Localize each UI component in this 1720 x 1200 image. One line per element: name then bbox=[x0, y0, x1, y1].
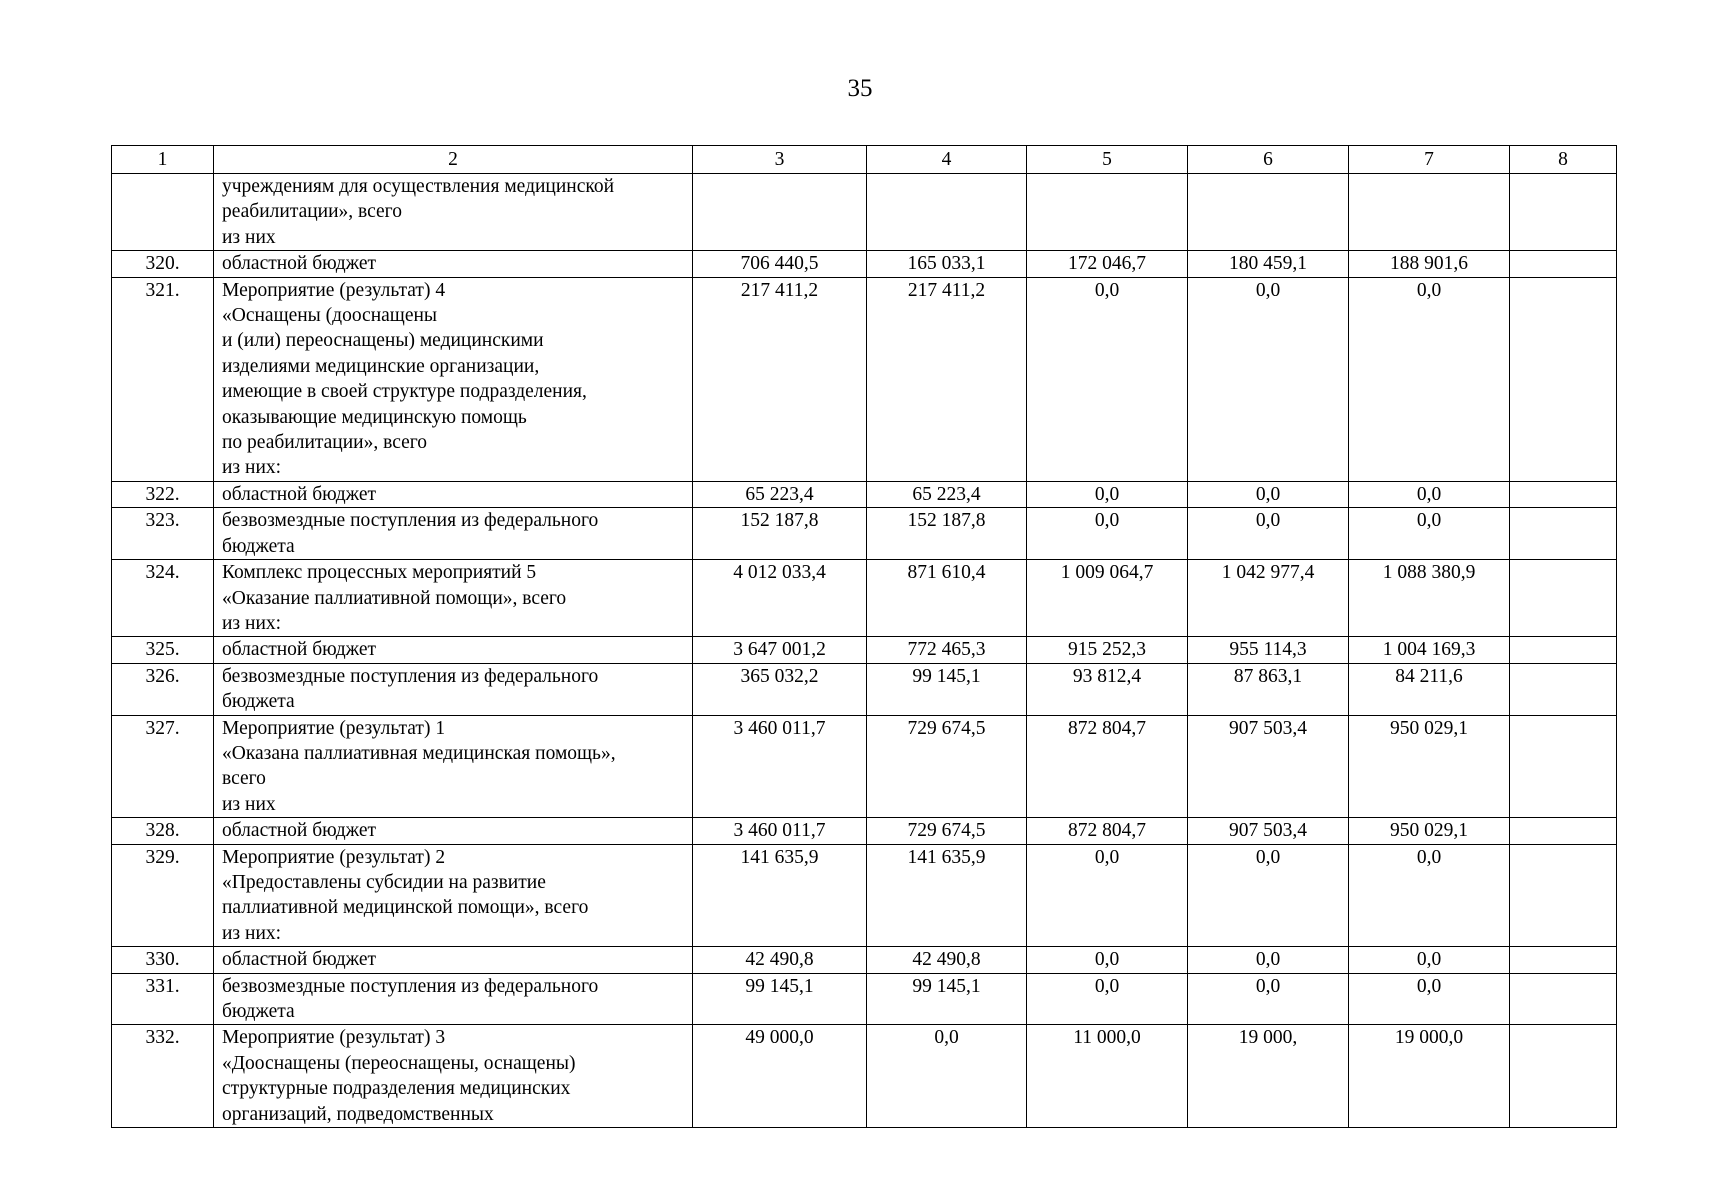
row-number: 321. bbox=[112, 277, 214, 481]
row-name-line: оказывающие медицинскую помощь bbox=[222, 406, 527, 428]
value-col-5: 0,0 bbox=[1027, 481, 1188, 507]
value-col-5: 172 046,7 bbox=[1027, 251, 1188, 277]
row-name-line: из них: bbox=[222, 612, 282, 634]
row-name-line: областной бюджет bbox=[222, 253, 377, 275]
value-col-7: 0,0 bbox=[1349, 947, 1510, 973]
value-col-3: 3 460 011,7 bbox=[693, 818, 867, 844]
row-name-line: бюджета bbox=[222, 691, 295, 713]
row-name-line: безвозмездные поступления из федерального bbox=[222, 975, 599, 997]
value-col-6: 19 000, bbox=[1188, 1025, 1349, 1128]
value-col-4: 871 610,4 bbox=[867, 560, 1027, 637]
value-col-4: 42 490,8 bbox=[867, 947, 1027, 973]
row-name-line: бюджета bbox=[222, 1001, 295, 1022]
value-col-6: 0,0 bbox=[1188, 973, 1349, 1025]
row-name-line: имеющие в своей структуре подразделения, bbox=[222, 381, 587, 403]
value-col-6: 955 114,3 bbox=[1188, 637, 1349, 663]
value-col-3 bbox=[693, 174, 867, 251]
table-body bbox=[112, 174, 1617, 1128]
column-header-3: 3 bbox=[693, 146, 867, 174]
row-name-line: из них: bbox=[222, 457, 282, 479]
column-header-4: 4 bbox=[867, 146, 1027, 174]
table-row bbox=[112, 637, 1617, 663]
table-row bbox=[112, 844, 1617, 947]
row-name-line: Мероприятие (результат) 4 bbox=[222, 279, 446, 301]
row-number: 328. bbox=[112, 818, 214, 844]
table-row bbox=[112, 947, 1617, 973]
row-name-line: бюджета bbox=[222, 535, 295, 557]
value-col-4: 141 635,9 bbox=[867, 844, 1027, 947]
row-name bbox=[214, 1025, 693, 1128]
value-col-6: 87 863,1 bbox=[1188, 663, 1349, 715]
row-name-line: по реабилитации», всего bbox=[222, 432, 428, 454]
value-col-3: 4 012 033,4 bbox=[693, 560, 867, 637]
value-col-7: 188 901,6 bbox=[1349, 251, 1510, 277]
table-header-row bbox=[112, 146, 1617, 174]
row-name bbox=[214, 663, 693, 715]
value-col-4: 729 674,5 bbox=[867, 715, 1027, 818]
value-col-6: 0,0 bbox=[1188, 481, 1349, 507]
value-col-7: 1 088 380,9 bbox=[1349, 560, 1510, 637]
value-col-5: 872 804,7 bbox=[1027, 715, 1188, 818]
row-number: 323. bbox=[112, 508, 214, 560]
value-col-8 bbox=[1510, 251, 1617, 277]
table-row bbox=[112, 560, 1617, 637]
row-name bbox=[214, 973, 693, 1025]
table-row bbox=[112, 508, 1617, 560]
value-col-5: 0,0 bbox=[1027, 973, 1188, 1025]
row-name-line: «Оказана паллиативная медицинская помощь», bbox=[222, 742, 616, 764]
row-name bbox=[214, 637, 693, 663]
row-name-line: «Дооснащены (переоснащены, оснащены) bbox=[222, 1052, 576, 1074]
value-col-6 bbox=[1188, 174, 1349, 251]
table-row bbox=[112, 663, 1617, 715]
row-name-line: областной бюджет bbox=[222, 820, 377, 842]
row-number: 326. bbox=[112, 663, 214, 715]
value-col-5: 0,0 bbox=[1027, 844, 1188, 947]
value-col-3: 65 223,4 bbox=[693, 481, 867, 507]
value-col-4: 729 674,5 bbox=[867, 818, 1027, 844]
row-name bbox=[214, 844, 693, 947]
value-col-8 bbox=[1510, 947, 1617, 973]
value-col-6: 0,0 bbox=[1188, 277, 1349, 481]
row-name-line: структурные подразделения медицинских bbox=[222, 1078, 571, 1100]
row-number: 330. bbox=[112, 947, 214, 973]
table-row bbox=[112, 818, 1617, 844]
value-col-3: 42 490,8 bbox=[693, 947, 867, 973]
page-number: 35 bbox=[847, 75, 873, 102]
table-row bbox=[112, 973, 1617, 1025]
value-col-3: 217 411,2 bbox=[693, 277, 867, 481]
row-name-line: «Оснащены (дооснащены bbox=[222, 305, 438, 327]
budget-table bbox=[111, 145, 1617, 1128]
value-col-7: 0,0 bbox=[1349, 844, 1510, 947]
column-header-2: 2 bbox=[214, 146, 693, 174]
row-name-line: из них bbox=[222, 226, 276, 248]
value-col-7: 0,0 bbox=[1349, 277, 1510, 481]
value-col-7: 0,0 bbox=[1349, 973, 1510, 1025]
value-col-5: 1 009 064,7 bbox=[1027, 560, 1188, 637]
value-col-8 bbox=[1510, 174, 1617, 251]
value-col-4: 0,0 bbox=[867, 1025, 1027, 1128]
value-col-5 bbox=[1027, 174, 1188, 251]
table-row bbox=[112, 277, 1617, 481]
value-col-7: 0,0 bbox=[1349, 481, 1510, 507]
value-col-8 bbox=[1510, 277, 1617, 481]
value-col-4: 99 145,1 bbox=[867, 663, 1027, 715]
value-col-6: 0,0 bbox=[1188, 947, 1349, 973]
value-col-7: 0,0 bbox=[1349, 508, 1510, 560]
row-name-line: Мероприятие (результат) 3 bbox=[222, 1027, 446, 1049]
row-name-line: из них: bbox=[222, 922, 282, 944]
table-row bbox=[112, 251, 1617, 277]
row-number: 332. bbox=[112, 1025, 214, 1128]
row-name-line: Мероприятие (результат) 2 bbox=[222, 846, 446, 868]
row-number: 329. bbox=[112, 844, 214, 947]
row-name bbox=[214, 818, 693, 844]
row-number: 327. bbox=[112, 715, 214, 818]
value-col-3: 49 000,0 bbox=[693, 1025, 867, 1128]
value-col-3: 3 460 011,7 bbox=[693, 715, 867, 818]
row-name-line: изделиями медицинские организации, bbox=[222, 355, 540, 377]
value-col-5: 93 812,4 bbox=[1027, 663, 1188, 715]
row-name-line: безвозмездные поступления из федерального bbox=[222, 665, 599, 687]
value-col-7: 950 029,1 bbox=[1349, 818, 1510, 844]
value-col-3: 152 187,8 bbox=[693, 508, 867, 560]
value-col-5: 872 804,7 bbox=[1027, 818, 1188, 844]
value-col-3: 706 440,5 bbox=[693, 251, 867, 277]
value-col-8 bbox=[1510, 508, 1617, 560]
row-name-line: из них bbox=[222, 793, 276, 815]
value-col-8 bbox=[1510, 818, 1617, 844]
row-number: 322. bbox=[112, 481, 214, 507]
value-col-5: 0,0 bbox=[1027, 508, 1188, 560]
value-col-6: 907 503,4 bbox=[1188, 818, 1349, 844]
row-name-line: Мероприятие (результат) 1 bbox=[222, 717, 446, 739]
value-col-3: 99 145,1 bbox=[693, 973, 867, 1025]
value-col-4 bbox=[867, 174, 1027, 251]
value-col-4: 152 187,8 bbox=[867, 508, 1027, 560]
row-name-line: реабилитации», всего bbox=[222, 201, 402, 223]
value-col-8 bbox=[1510, 481, 1617, 507]
value-col-4: 65 223,4 bbox=[867, 481, 1027, 507]
value-col-3: 365 032,2 bbox=[693, 663, 867, 715]
row-name-line: учреждениям для осуществления медицинской bbox=[222, 176, 615, 197]
row-name-line: областной бюджет bbox=[222, 949, 377, 971]
row-name bbox=[214, 508, 693, 560]
row-name bbox=[214, 174, 693, 251]
row-name bbox=[214, 251, 693, 277]
value-col-6: 180 459,1 bbox=[1188, 251, 1349, 277]
value-col-8 bbox=[1510, 844, 1617, 947]
row-number bbox=[112, 174, 214, 251]
row-name-line: Комплекс процессных мероприятий 5 bbox=[222, 562, 537, 584]
value-col-3: 141 635,9 bbox=[693, 844, 867, 947]
value-col-6: 907 503,4 bbox=[1188, 715, 1349, 818]
table-row bbox=[112, 1025, 1617, 1128]
row-name-line: безвозмездные поступления из федерального bbox=[222, 510, 599, 532]
row-name-line: областной бюджет bbox=[222, 483, 377, 505]
value-col-7 bbox=[1349, 174, 1510, 251]
value-col-3: 3 647 001,2 bbox=[693, 637, 867, 663]
value-col-5: 11 000,0 bbox=[1027, 1025, 1188, 1128]
value-col-7: 84 211,6 bbox=[1349, 663, 1510, 715]
value-col-6: 0,0 bbox=[1188, 508, 1349, 560]
table-row bbox=[112, 715, 1617, 818]
value-col-4: 165 033,1 bbox=[867, 251, 1027, 277]
value-col-5: 0,0 bbox=[1027, 947, 1188, 973]
value-col-4: 772 465,3 bbox=[867, 637, 1027, 663]
row-name bbox=[214, 947, 693, 973]
column-header-6: 6 bbox=[1188, 146, 1349, 174]
value-col-4: 217 411,2 bbox=[867, 277, 1027, 481]
row-name-line: областной бюджет bbox=[222, 639, 377, 661]
value-col-8 bbox=[1510, 637, 1617, 663]
row-number: 325. bbox=[112, 637, 214, 663]
value-col-4: 99 145,1 bbox=[867, 973, 1027, 1025]
column-header-5: 5 bbox=[1027, 146, 1188, 174]
row-name-line: «Предоставлены субсидии на развитие bbox=[222, 871, 546, 893]
row-number: 331. bbox=[112, 973, 214, 1025]
table-row bbox=[112, 481, 1617, 507]
row-name bbox=[214, 481, 693, 507]
row-name-line: паллиативной медицинской помощи», всего bbox=[222, 897, 589, 919]
table-row bbox=[112, 174, 1617, 251]
value-col-8 bbox=[1510, 715, 1617, 818]
value-col-7: 19 000,0 bbox=[1349, 1025, 1510, 1128]
value-col-7: 950 029,1 bbox=[1349, 715, 1510, 818]
row-name-line: организаций, подведомственных bbox=[222, 1103, 494, 1125]
value-col-6: 0,0 bbox=[1188, 844, 1349, 947]
value-col-8 bbox=[1510, 560, 1617, 637]
value-col-5: 0,0 bbox=[1027, 277, 1188, 481]
row-number: 324. bbox=[112, 560, 214, 637]
row-name bbox=[214, 277, 693, 481]
row-name-line: «Оказание паллиативной помощи», всего bbox=[222, 587, 567, 609]
value-col-5: 915 252,3 bbox=[1027, 637, 1188, 663]
value-col-8 bbox=[1510, 973, 1617, 1025]
value-col-7: 1 004 169,3 bbox=[1349, 637, 1510, 663]
value-col-6: 1 042 977,4 bbox=[1188, 560, 1349, 637]
column-header-8: 8 bbox=[1510, 146, 1617, 174]
column-header-7: 7 bbox=[1349, 146, 1510, 174]
row-name bbox=[214, 715, 693, 818]
value-col-8 bbox=[1510, 1025, 1617, 1128]
row-name-line: всего bbox=[222, 768, 266, 790]
column-header-1: 1 bbox=[112, 146, 214, 174]
row-name bbox=[214, 560, 693, 637]
value-col-8 bbox=[1510, 663, 1617, 715]
row-number: 320. bbox=[112, 251, 214, 277]
row-name-line: и (или) переоснащены) медицинскими bbox=[222, 330, 544, 352]
